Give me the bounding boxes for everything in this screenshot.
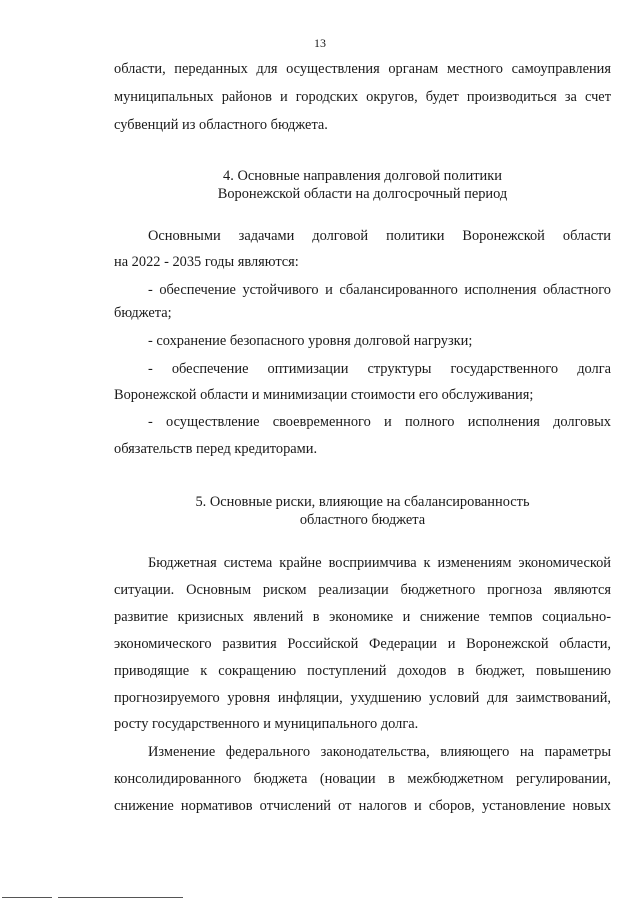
- text-line: Основными задачами долговой политики Воронежской области: [148, 228, 611, 244]
- text-line: развитие кризисных явлений в экономике и снижение темпов социально-: [114, 609, 611, 625]
- text-line: муниципальных районов и городских округов, будет производиться за счет: [114, 89, 611, 105]
- section-heading: 5. Основные риски, влияющие на сбалансированность: [195, 494, 530, 510]
- text-line: ситуации. Основным риском реализации бюджетного прогноза являются: [114, 582, 611, 598]
- list-item: - обеспечение устойчивого и сбалансированного исполнения областного: [148, 282, 611, 298]
- page-number: 13: [314, 36, 326, 50]
- text-line: Воронежской области и минимизации стоимости его обслуживания;: [114, 387, 534, 403]
- text-line: Изменение федерального законодательства, влияющего на параметры: [148, 744, 611, 760]
- section-heading: 4. Основные направления долговой политики: [223, 168, 502, 184]
- text-line: бюджета;: [114, 305, 172, 321]
- text-line: росту государственного и муниципального долга.: [114, 716, 419, 732]
- text-line: области, переданных для осуществления органам местного самоуправления: [114, 61, 611, 77]
- text-line: консолидированного бюджета (новации в межбюджетном регулировании,: [114, 771, 611, 787]
- list-item: - сохранение безопасного уровня долговой нагрузки;: [148, 333, 473, 349]
- text-line: субвенций из областного бюджета.: [114, 117, 328, 133]
- footer-rule: [58, 897, 183, 898]
- text-line: обязательств перед кредиторами.: [114, 441, 318, 457]
- footer-rule: [2, 897, 52, 898]
- text-line: Бюджетная система крайне восприимчива к изменениям экономической: [148, 555, 611, 571]
- section-heading: областного бюджета: [299, 512, 426, 528]
- list-item: - обеспечение оптимизации структуры государственного долга: [148, 361, 611, 377]
- text-line: на 2022 - 2035 годы являются:: [114, 254, 299, 270]
- text-line: снижение нормативов отчислений от налогов и сборов, установление новых: [114, 798, 611, 814]
- text-line: экономического развития Российской Федерации и Воронежской области,: [114, 636, 611, 652]
- text-line: прогнозируемого уровня инфляции, ухудшению условий для заимствований,: [114, 690, 611, 706]
- list-item: - осуществление своевременного и полного исполнения долговых: [148, 414, 611, 430]
- section-heading: Воронежской области на долгосрочный период: [217, 186, 508, 202]
- text-line: приводящие к сокращению поступлений доходов в бюджет, повышению: [114, 663, 611, 679]
